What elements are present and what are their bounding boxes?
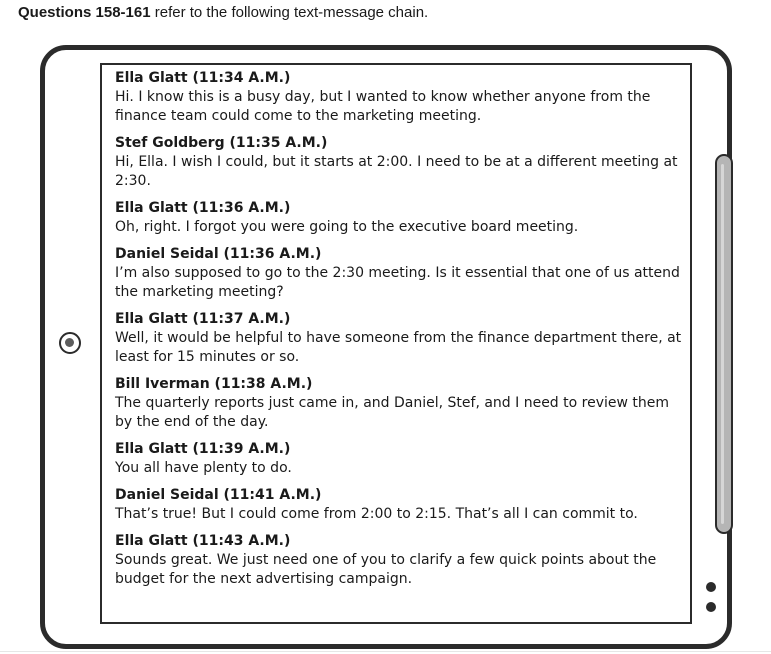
message-sender: Ella Glatt (11:43 A.M.) bbox=[115, 533, 291, 549]
message-item bbox=[115, 245, 690, 302]
message-text: You all have plenty to do. bbox=[115, 460, 292, 476]
message-item bbox=[115, 440, 690, 478]
message-item bbox=[115, 375, 690, 432]
message-sender: Ella Glatt (11:34 A.M.) bbox=[115, 70, 291, 86]
dot-icon bbox=[706, 602, 716, 612]
page-divider bbox=[0, 651, 771, 652]
message-item bbox=[115, 199, 690, 237]
dot-icon bbox=[706, 582, 716, 592]
message-item bbox=[115, 134, 690, 191]
message-text: Oh, right. I forgot you were going to the executive board meeting. bbox=[115, 219, 579, 235]
tablet-device-frame bbox=[40, 45, 732, 649]
message-sender: Daniel Seidal (11:41 A.M.) bbox=[115, 487, 322, 503]
home-button-icon bbox=[59, 332, 81, 354]
message-sender: Stef Goldberg (11:35 A.M.) bbox=[115, 135, 328, 151]
message-sender: Bill Iverman (11:38 A.M.) bbox=[115, 376, 313, 392]
message-text: Hi. I know this is a busy day, but I wanted to know whether anyone from the finance team could come to the marketing meeting. bbox=[115, 89, 651, 124]
message-item bbox=[115, 310, 690, 367]
message-item bbox=[115, 69, 690, 126]
message-text: Hi, Ella. I wish I could, but it starts at 2:00. I need to be at a different meeting at 2:30. bbox=[115, 154, 678, 189]
message-sender: Ella Glatt (11:36 A.M.) bbox=[115, 200, 291, 216]
message-text: Well, it would be helpful to have someone from the finance department there, at least for 15 minutes or so. bbox=[115, 330, 682, 365]
side-slider-icon bbox=[715, 154, 733, 534]
message-item bbox=[115, 532, 690, 589]
message-text: I’m also supposed to go to the 2:30 meeting. Is it essential that one of us attend the marketing meeting? bbox=[115, 265, 680, 300]
message-sender: Daniel Seidal (11:36 A.M.) bbox=[115, 246, 322, 262]
message-text: The quarterly reports just came in, and Daniel, Stef, and I need to review them by the end of the day. bbox=[115, 395, 670, 430]
question-instruction: refer to the following text-message chain. bbox=[154, 4, 429, 21]
message-sender: Ella Glatt (11:37 A.M.) bbox=[115, 311, 291, 327]
question-number: Questions 158-161 bbox=[18, 4, 151, 21]
question-heading bbox=[18, 4, 428, 21]
message-sender: Ella Glatt (11:39 A.M.) bbox=[115, 441, 291, 457]
message-item bbox=[115, 486, 690, 524]
message-text: Sounds great. We just need one of you to clarify a few quick points about the budget for the next advertising campaign. bbox=[115, 552, 657, 587]
text-message-chain bbox=[100, 63, 692, 624]
message-text: That’s true! But I could come from 2:00 to 2:15. That’s all I can commit to. bbox=[115, 506, 638, 522]
